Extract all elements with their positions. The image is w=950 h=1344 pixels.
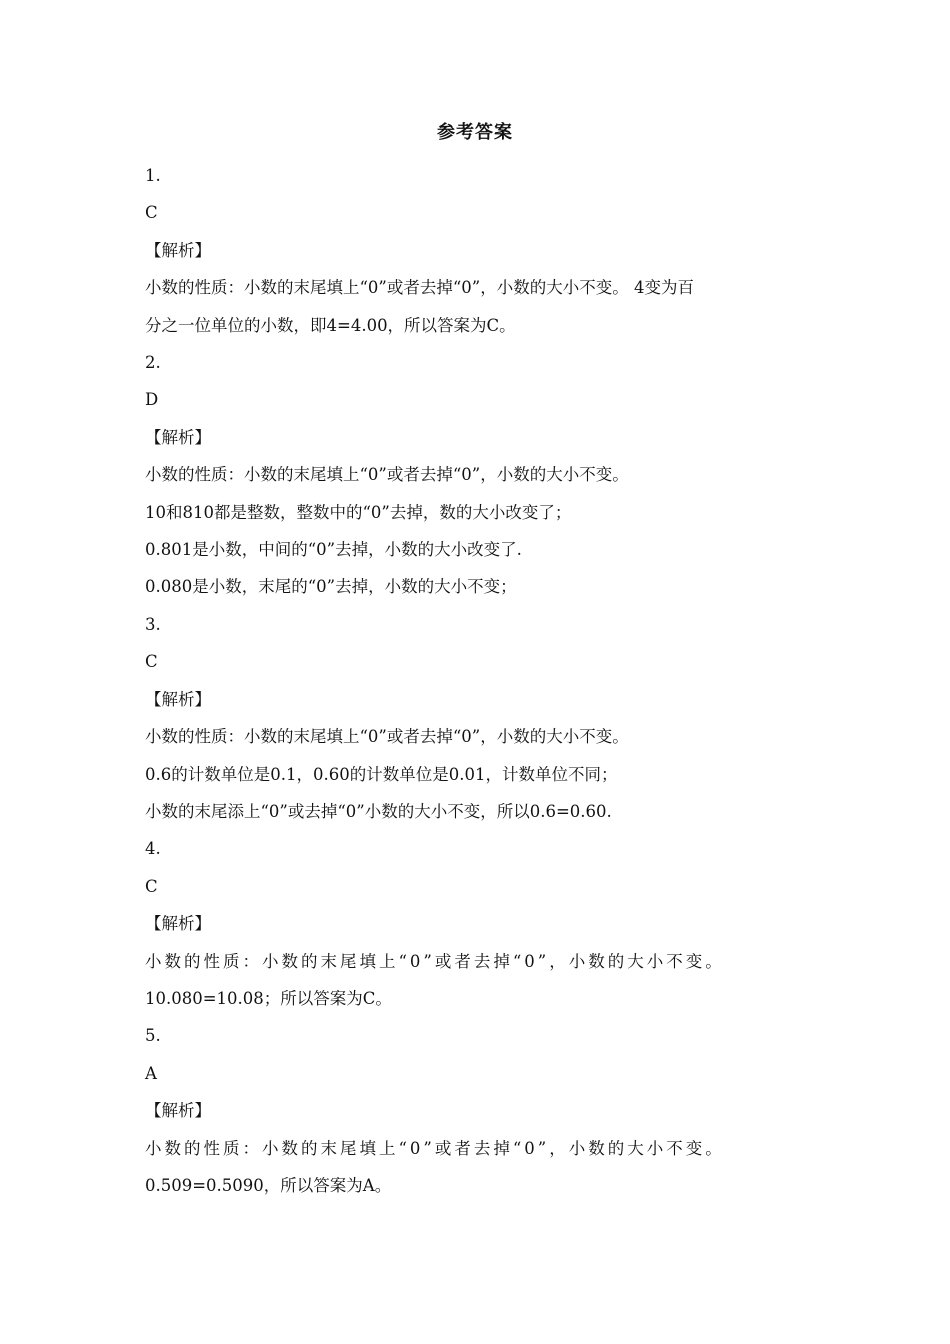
analysis-line: 10.080=10.08；所以答案为C。 — [145, 988, 392, 1008]
answer-block-4 — [145, 830, 825, 1017]
analysis-heading: 【解析】 — [145, 240, 211, 260]
answer-choice: D — [145, 390, 159, 410]
answer-block-1 — [145, 157, 825, 344]
analysis-line: 0.080是小数，末尾的“0”去掉，小数的大小不变； — [145, 577, 517, 597]
analysis-line: 小数的性质：小数的末尾填上“0”或者去掉“0”，小数的大小不变。 — [145, 1138, 725, 1158]
analysis-line: 10和810都是整数，整数中的“0”去掉，数的大小改变了； — [145, 502, 572, 522]
answer-block-5 — [145, 1017, 825, 1204]
answer-block-3 — [145, 606, 825, 830]
question-number: 4. — [145, 839, 161, 859]
analysis-line: 小数的性质：小数的末尾填上“0”或者去掉“0”，小数的大小不变。 4变为百 — [145, 278, 694, 298]
question-number: 1. — [145, 166, 161, 185]
analysis-line: 小数的末尾添上“0”或去掉“0”小数的大小不变，所以0.6=0.60. — [145, 801, 612, 821]
answer-choice: C — [145, 876, 158, 896]
question-number: 3. — [145, 614, 161, 634]
analysis-line: 0.509=0.5090，所以答案为A。 — [145, 1175, 392, 1195]
answer-choice: C — [145, 652, 158, 672]
analysis-line: 分之一位单位的小数，即4=4.00，所以答案为C。 — [145, 315, 516, 335]
answers-content — [145, 157, 825, 1204]
answer-choice: A — [145, 1063, 157, 1083]
question-number: 2. — [145, 353, 161, 373]
answer-block-2 — [145, 344, 825, 606]
question-number: 5. — [145, 1026, 161, 1046]
analysis-heading: 【解析】 — [145, 427, 211, 447]
analysis-line: 0.801是小数，中间的“0”去掉，小数的大小改变了. — [145, 540, 522, 560]
analysis-heading: 【解析】 — [145, 914, 211, 934]
page-title: 参考答案 — [437, 122, 513, 143]
analysis-line: 小数的性质：小数的末尾填上“0”或者去掉“0”，小数的大小不变。 — [145, 951, 725, 971]
analysis-line: 小数的性质：小数的末尾填上“0”或者去掉“0”，小数的大小不变。 — [145, 465, 629, 485]
analysis-line: 0.6的计数单位是0.1，0.60的计数单位是0.01，计数单位不同； — [145, 764, 618, 784]
analysis-heading: 【解析】 — [145, 1101, 211, 1121]
answer-choice: C — [145, 203, 158, 223]
analysis-heading: 【解析】 — [145, 689, 211, 709]
analysis-line: 小数的性质：小数的末尾填上“0”或者去掉“0”，小数的大小不变。 — [145, 727, 629, 747]
